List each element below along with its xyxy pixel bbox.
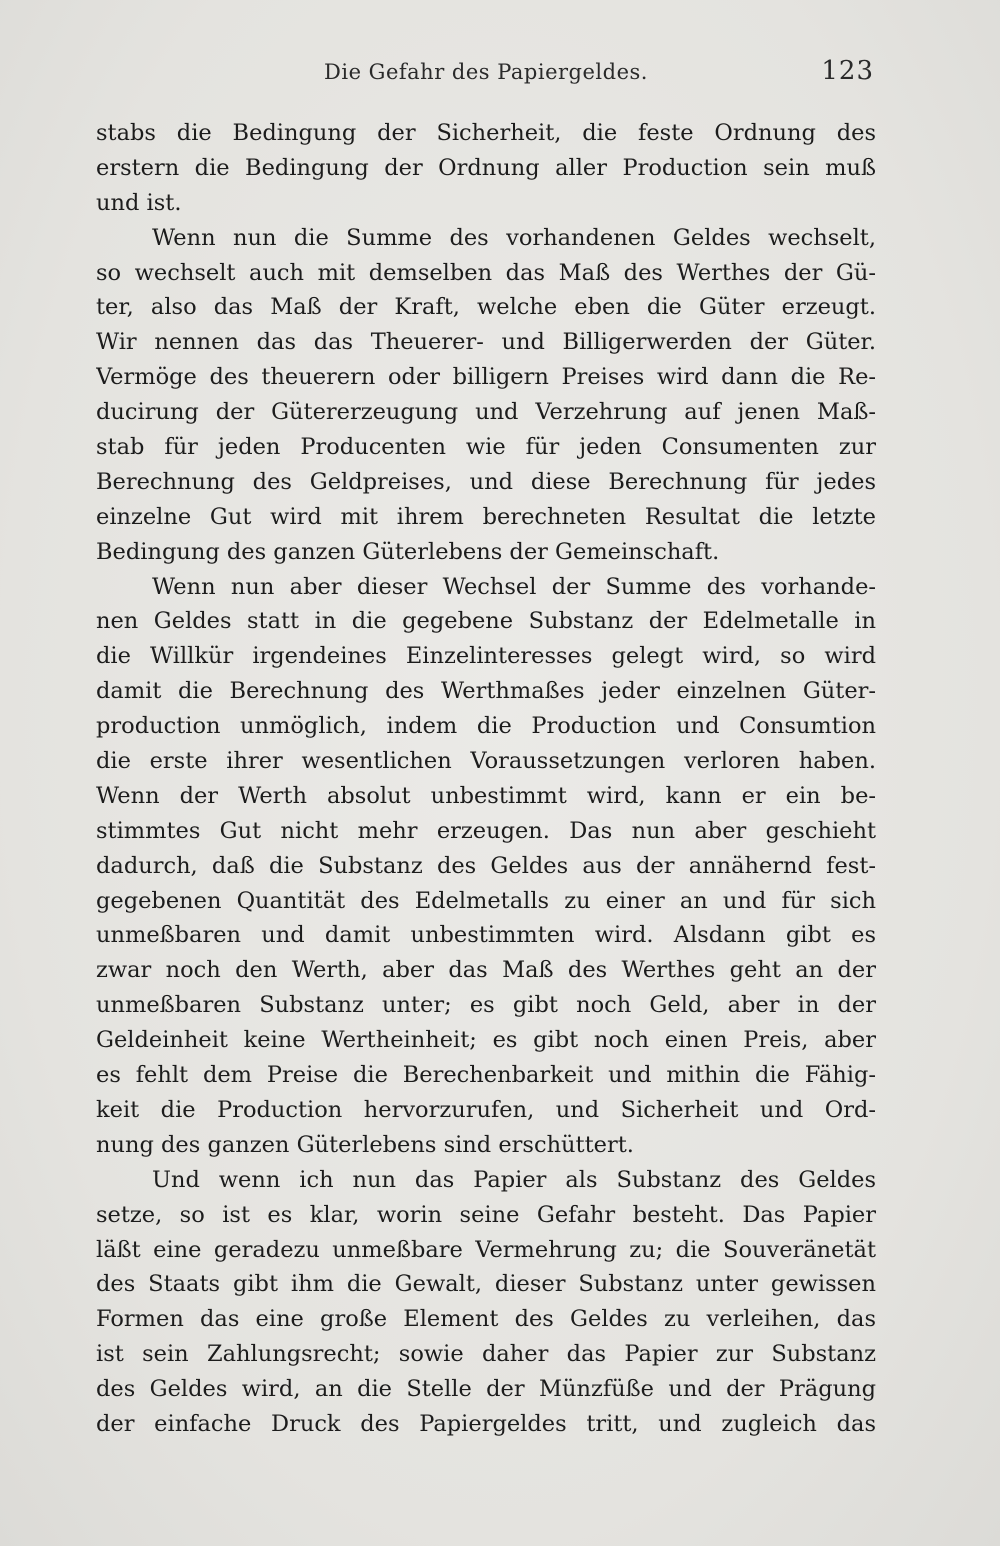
text-line: so wechselt auch mit demselben das Maß des Werthes der Gü-	[96, 259, 876, 286]
paragraph-first-line: Und wenn ich nun das Papier als Substanz des Geldes	[152, 1166, 876, 1193]
text-line: setze, so ist es klar, worin seine Gefahr besteht. Das Papier	[96, 1201, 876, 1228]
paragraph-first-line: Wenn nun die Summe des vorhandenen Geldes wechselt,	[152, 224, 876, 251]
text-line: Wir nennen das das Theuerer- und Billigerwerden der Güter.	[96, 329, 876, 356]
text-line: Berechnung des Geldpreises, und diese Berechnung für jedes	[96, 468, 876, 495]
text-line: die Willkür irgendeines Einzelinteresses gelegt wird, so wird	[96, 643, 876, 670]
text-line: dadurch, daß die Substanz des Geldes aus der annähernd fest-	[96, 852, 876, 879]
text-line: Formen das eine große Element des Geldes zu verleihen, das	[96, 1306, 876, 1333]
text-line: die erste ihrer wesentlichen Voraussetzungen verloren haben.	[96, 748, 876, 775]
text-line: ducirung der Gütererzeugung und Verzehrung auf jenen Maß-	[96, 399, 876, 426]
text-line: production unmöglich, indem die Production und Consumtion	[96, 713, 876, 740]
text-line: erstern die Bedingung der Ordnung aller Production sein muß	[96, 154, 876, 181]
text-line: ist sein Zahlungsrecht; sowie daher das Papier zur Substanz	[96, 1341, 876, 1368]
text-line: unmeßbaren Substanz unter; es gibt noch Geld, aber in der	[96, 992, 876, 1019]
page-number: 123	[821, 56, 874, 86]
text-line: stimmtes Gut nicht mehr erzeugen. Das nun aber geschieht	[96, 817, 876, 844]
text-line: keit die Production hervorzurufen, und Sicherheit und Ord-	[96, 1096, 876, 1123]
text-line: läßt eine geradezu unmeßbare Vermehrung zu; die Souveränetät	[96, 1236, 876, 1263]
body-text	[96, 116, 876, 1442]
page-header	[96, 56, 876, 92]
text-line: es fehlt dem Preise die Berechenbarkeit und mithin die Fähig-	[96, 1062, 876, 1089]
text-line: und ist.	[96, 189, 182, 216]
text-line: nen Geldes statt in die gegebene Substanz der Edelmetalle in	[96, 608, 876, 635]
text-line: zwar noch den Werth, aber das Maß des Werthes geht an der	[96, 957, 876, 984]
running-head: Die Gefahr des Papiergeldes.	[324, 60, 648, 84]
text-line: stab für jeden Producenten wie für jeden Consumenten zur	[96, 434, 876, 461]
paragraph-first-line: Wenn nun aber dieser Wechsel der Summe des vorhande-	[152, 573, 876, 600]
text-line: nung des ganzen Güterlebens sind erschüttert.	[96, 1131, 634, 1158]
text-line: einzelne Gut wird mit ihrem berechneten Resultat die letzte	[96, 503, 876, 530]
text-line: Geldeinheit keine Wertheinheit; es gibt noch einen Preis, aber	[96, 1027, 876, 1054]
text-line: des Staats gibt ihm die Gewalt, dieser Substanz unter gewissen	[96, 1271, 876, 1298]
text-line: der einfache Druck des Papiergeldes tritt, und zugleich das	[96, 1410, 876, 1437]
text-line: des Geldes wird, an die Stelle der Münzfüße und der Prägung	[96, 1376, 876, 1403]
text-line: Bedingung des ganzen Güterlebens der Gemeinschaft.	[96, 538, 720, 565]
text-line: unmeßbaren und damit unbestimmten wird. Alsdann gibt es	[96, 922, 876, 949]
text-line: ter, also das Maß der Kraft, welche eben die Güter erzeugt.	[96, 294, 876, 321]
text-line: gegebenen Quantität des Edelmetalls zu einer an und für sich	[96, 887, 876, 914]
text-line: stabs die Bedingung der Sicherheit, die feste Ordnung des	[96, 120, 876, 146]
text-line: damit die Berechnung des Werthmaßes jeder einzelnen Güter-	[96, 678, 876, 705]
text-line: Wenn der Werth absolut unbestimmt wird, kann er ein be-	[96, 782, 876, 809]
text-line: Vermöge des theuerern oder billigern Preises wird dann die Re-	[96, 364, 876, 391]
